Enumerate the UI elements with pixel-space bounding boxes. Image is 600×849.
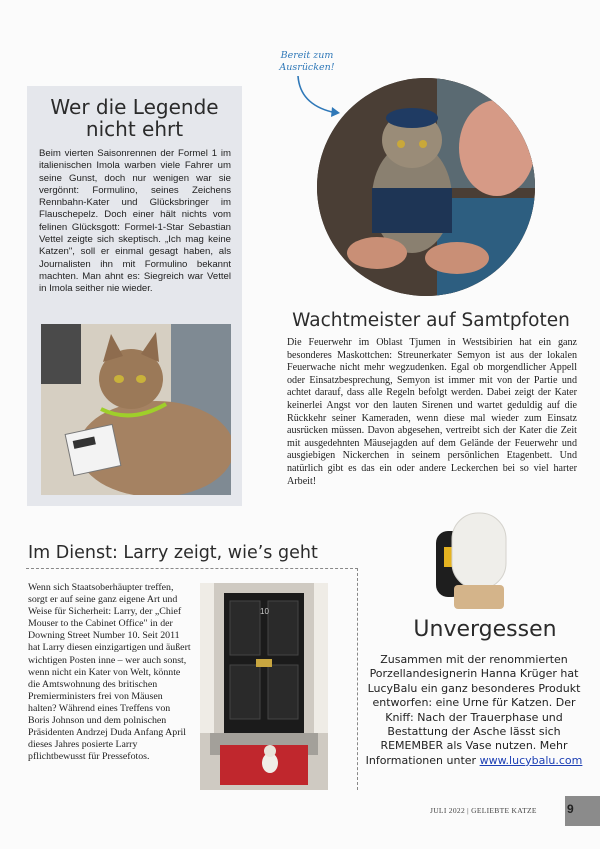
formulino-cat-photo [41, 324, 231, 495]
section-divider [26, 568, 358, 569]
note-line-2: Ausrücken! [279, 62, 335, 73]
legend-article-title [27, 96, 242, 140]
issue-footer: JULI 2022 | GELIEBTE KATZE [430, 806, 537, 815]
urn-article-title: Unvergessen [413, 617, 557, 642]
title-line-2: nicht ehrt [85, 117, 184, 141]
urn-article-body [364, 653, 584, 768]
urn-product-photo [436, 509, 516, 614]
downing-street-photo [200, 583, 328, 790]
legend-article-body: Beim vierten Saisonrennen der Formel 1 im italienischen Imola warben viele Fahrer um seine Gunst, doch nur wenigen war sie vergönnt: Formulino, seines Zeichens Rennbahn-Kater und Glücksbringer im Flauschepelz. Doch einer hält nichts vom felinen Glücksgott: Formel-1-Star Sebastian Vettel zeigte sich skeptisch. „Ich mag keine Katzen", soll er einmal gesagt haben, als Journalisten ihn mit Formulino bekannt machten. Man ahnt es: Siegreich war Vettel in Imola seither nie wieder. [39, 148, 231, 295]
column-divider [357, 568, 358, 790]
larry-article-body: Wenn sich Staatsoberhäupter treffen, sorgt er auf seine ganz eigene Art und Weise für Sicherheit: Larry, der „Chief Mouser to the Cabinet Office" in der Downing Street Number 10. Seit 2011 hat Larry diesen einzigartigen und äußert wichtigen Posten inne – wer auch sonst, wenn nicht ein Kater von Welt, könnte die Amtswohnung des britischen Premierministers frei von Mäusen halten? Während eines Treffens von Boris Johnson und dem polnischen Präsidenten Andrzej Duda Anfang April dieses Jahres posierte Larry pflichtbewusst für Pressefotos. [28, 582, 191, 763]
larry-article-title: Im Dienst: Larry zeigt, wie’s geht [28, 543, 318, 563]
door-number: 10 [260, 607, 269, 616]
semyon-article-body: Die Feuerwehr im Oblast Tjumen in Westsibirien hat ein ganz besonderes Maskottchen: Streunerkater Semyon ist aus der lokalen Feuerwache nicht mehr wegzudenken. Egal ob morgendlicher Appell oder Einsatzbesprechung, Semyon ist immer mit von der Partie und achtet darauf, dass alle Regeln befolgt werden. Dabei zeigt der Kater keinerlei Angst vor den lauten Sirenen und wartet geduldig auf die Rückkehr seiner Kameraden, wenn diese mal wieder zum Einsatz ausrücken müssen. Davon abgesehen, vertreibt sich der Kater die Zeit mit ausgedehnten Mäusejagden auf dem Gelände der Feuerwehr und ausgiebigen Nickerchen in seinem persönlichen Etagenbett. Und natürlich gibt es das ein oder andere Leckerchen bei so viel harter Arbeit! [287, 337, 577, 487]
note-arrow-icon [294, 70, 344, 120]
semyon-firefighter-photo [317, 78, 535, 296]
semyon-article-title: Wachtmeister auf Samtpfoten [292, 310, 570, 331]
title-line-1: Wer die Legende [50, 95, 219, 119]
note-line-1: Bereit zum [280, 50, 334, 61]
page-number: 9 [567, 802, 574, 816]
urn-body-text: Zusammen mit der renommierten Porzellandesignerin Hanna Krüger hat LucyBalu ein ganz besonderes Produkt entworfen: eine Urne für Katzen. Der Kniff: Nach der Trauerphase und Bestattung der Asche lässt sich REMEMBER als Vase nutzen. Mehr Informationen unter [365, 653, 581, 767]
lucybalu-link[interactable]: www.lucybalu.com [479, 753, 583, 767]
